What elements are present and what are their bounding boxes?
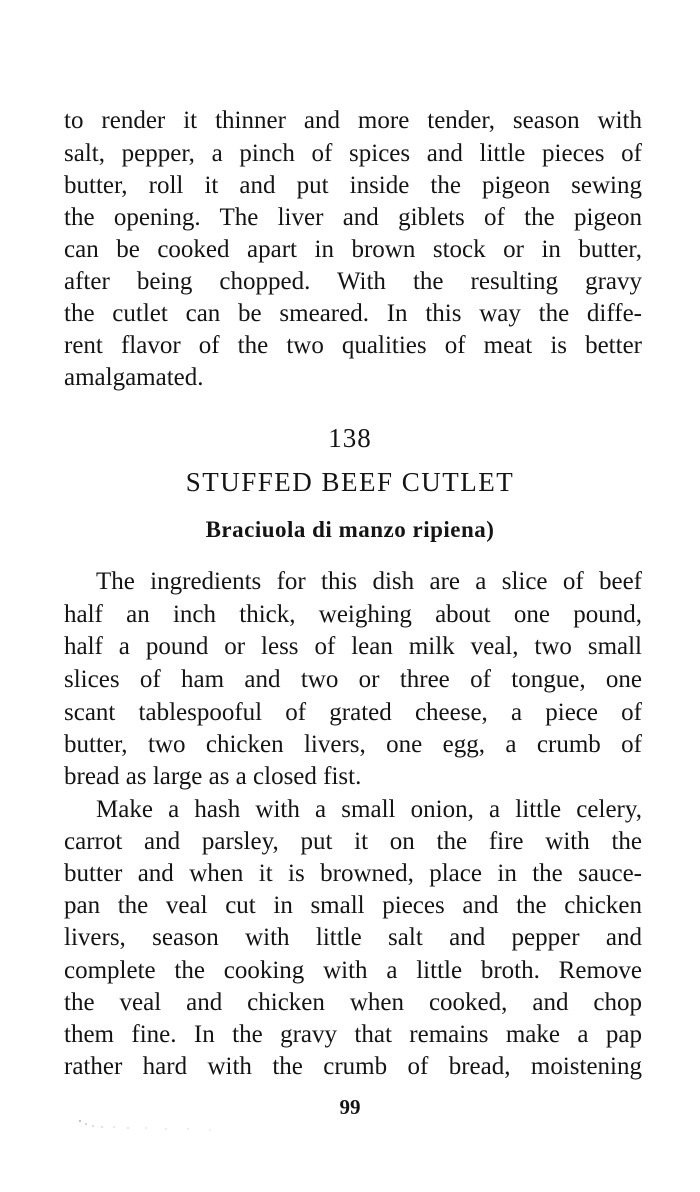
text-line: the opening. The liver and giblets of the pigeon (64, 204, 642, 231)
text-line: to render it thinner and more tender, season with (64, 107, 642, 134)
text-line: salt, pepper, a pinch of spices and little pieces of (64, 140, 642, 167)
text-line: amalgamated. (64, 364, 204, 391)
text-line: slices of ham and two or three of tongue, one (64, 666, 642, 693)
text-line: complete the cooking with a little broth. Remove (64, 957, 642, 984)
text-line: can be cooked apart in brown stock or in butter, (64, 236, 642, 263)
text-line: rather hard with the crumb of bread, moistening (64, 1053, 642, 1080)
text-line: the veal and chicken when cooked, and chop (64, 989, 642, 1016)
text-line: half a pound or less of lean milk veal, two small (64, 633, 642, 660)
recipe-number: 138 (328, 423, 372, 453)
text-line: livers, season with little salt and pepper and (64, 924, 642, 951)
text-line: them fine. In the gravy that remains make a pap (64, 1021, 642, 1048)
print-speck-decoration (78, 1118, 218, 1132)
text-line: Make a hash with a small onion, a little celery, (96, 796, 642, 823)
text-line: rent flavor of the two qualities of meat is better (64, 332, 642, 359)
text-line: scant tablespooful of grated cheese, a piece of (64, 699, 642, 726)
text-line: the cutlet can be smeared. In this way the diffe- (64, 300, 642, 327)
text-line: half an inch thick, weighing about one pound, (64, 601, 642, 628)
text-line: butter and when it is browned, place in the sauce- (64, 860, 642, 887)
recipe-subtitle: Braciuola di manzo ripiena) (205, 517, 495, 542)
page-number: 99 (339, 1095, 361, 1119)
text-line: butter, roll it and put inside the pigeon sewing (64, 172, 642, 199)
text-line: bread as large as a closed fist. (64, 763, 362, 790)
recipe-title: STUFFED BEEF CUTLET (185, 467, 515, 497)
text-line: after being chopped. With the resulting gravy (64, 268, 642, 295)
text-line: pan the veal cut in small pieces and the chicken (64, 892, 642, 919)
text-line: carrot and parsley, put it on the fire with the (64, 828, 642, 855)
text-line: The ingredients for this dish are a slice of beef (96, 568, 642, 595)
text-line: butter, two chicken livers, one egg, a crumb of (64, 731, 642, 758)
